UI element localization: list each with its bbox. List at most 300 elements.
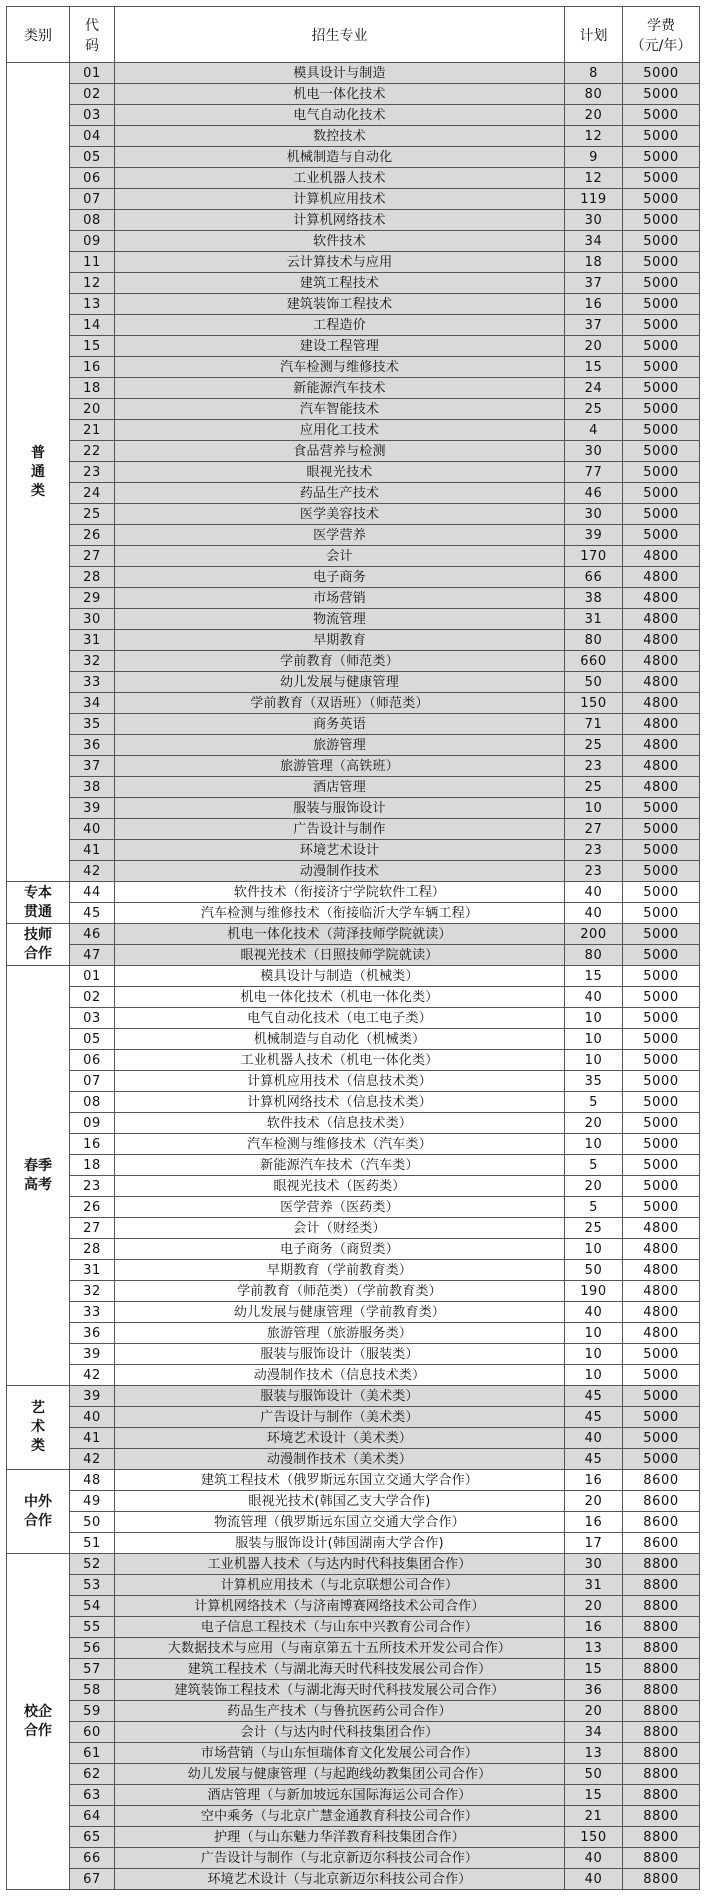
table-row bbox=[7, 798, 700, 819]
code-cell: 07 bbox=[70, 1071, 115, 1092]
major-cell: 机械制造与自动化（机械类） bbox=[115, 1029, 565, 1050]
table-row bbox=[7, 63, 700, 84]
major-cell: 市场营销（与山东恒瑞体育文化发展公司合作） bbox=[115, 1743, 565, 1764]
code-cell: 40 bbox=[70, 1407, 115, 1428]
major-cell: 广告设计与制作 bbox=[115, 819, 565, 840]
fee-cell: 4800 bbox=[623, 1302, 700, 1323]
plan-cell: 5 bbox=[565, 1197, 623, 1218]
major-cell: 会计 bbox=[115, 546, 565, 567]
enrollment-plan-table bbox=[6, 6, 700, 1890]
table-row bbox=[7, 1638, 700, 1659]
category-cell bbox=[7, 1470, 70, 1554]
table-row bbox=[7, 1260, 700, 1281]
plan-cell: 50 bbox=[565, 1260, 623, 1281]
table-row bbox=[7, 420, 700, 441]
category-label: 普 通 类 bbox=[31, 444, 45, 499]
fee-cell: 8800 bbox=[623, 1827, 700, 1848]
fee-cell: 8800 bbox=[623, 1743, 700, 1764]
major-cell: 会计（与达内时代科技集团合作） bbox=[115, 1722, 565, 1743]
code-cell: 26 bbox=[70, 525, 115, 546]
major-cell: 旅游管理（旅游服务类） bbox=[115, 1323, 565, 1344]
major-cell: 旅游管理 bbox=[115, 735, 565, 756]
plan-cell: 20 bbox=[565, 336, 623, 357]
plan-cell: 660 bbox=[565, 651, 623, 672]
fee-cell: 4800 bbox=[623, 756, 700, 777]
code-cell: 26 bbox=[70, 1197, 115, 1218]
fee-cell: 5000 bbox=[623, 147, 700, 168]
fee-cell: 5000 bbox=[623, 1155, 700, 1176]
plan-cell: 20 bbox=[565, 1113, 623, 1134]
code-cell: 04 bbox=[70, 126, 115, 147]
table-row bbox=[7, 588, 700, 609]
fee-cell: 8800 bbox=[623, 1785, 700, 1806]
fee-cell: 4800 bbox=[623, 1239, 700, 1260]
code-cell: 21 bbox=[70, 420, 115, 441]
major-cell: 工业机器人技术（机电一体化类） bbox=[115, 1050, 565, 1071]
code-cell: 12 bbox=[70, 273, 115, 294]
fee-cell: 5000 bbox=[623, 378, 700, 399]
header-fee bbox=[623, 7, 700, 63]
table-row bbox=[7, 546, 700, 567]
fee-cell: 8600 bbox=[623, 1533, 700, 1554]
major-cell: 动漫制作技术 bbox=[115, 861, 565, 882]
plan-cell: 13 bbox=[565, 1638, 623, 1659]
table-row bbox=[7, 1428, 700, 1449]
fee-cell: 5000 bbox=[623, 441, 700, 462]
major-cell: 酒店管理 bbox=[115, 777, 565, 798]
fee-cell: 4800 bbox=[623, 693, 700, 714]
table-row bbox=[7, 567, 700, 588]
code-cell: 05 bbox=[70, 147, 115, 168]
major-cell: 旅游管理（高铁班） bbox=[115, 756, 565, 777]
major-cell: 早期教育（学前教育类） bbox=[115, 1260, 565, 1281]
code-cell: 28 bbox=[70, 1239, 115, 1260]
plan-cell: 190 bbox=[565, 1281, 623, 1302]
major-cell: 汽车智能技术 bbox=[115, 399, 565, 420]
plan-cell: 18 bbox=[565, 252, 623, 273]
plan-cell: 40 bbox=[565, 1848, 623, 1869]
plan-cell: 12 bbox=[565, 126, 623, 147]
code-cell: 36 bbox=[70, 1323, 115, 1344]
code-cell: 30 bbox=[70, 609, 115, 630]
code-cell: 62 bbox=[70, 1764, 115, 1785]
table-row bbox=[7, 735, 700, 756]
code-cell: 67 bbox=[70, 1869, 115, 1890]
table-row bbox=[7, 1743, 700, 1764]
table-row bbox=[7, 1533, 700, 1554]
plan-cell: 38 bbox=[565, 588, 623, 609]
table-header bbox=[7, 7, 700, 63]
table-row bbox=[7, 756, 700, 777]
table-row bbox=[7, 714, 700, 735]
table-row bbox=[7, 1806, 700, 1827]
major-cell: 新能源汽车技术（汽车类） bbox=[115, 1155, 565, 1176]
plan-cell: 45 bbox=[565, 1386, 623, 1407]
plan-cell: 71 bbox=[565, 714, 623, 735]
table-row bbox=[7, 966, 700, 987]
code-cell: 32 bbox=[70, 651, 115, 672]
code-cell: 31 bbox=[70, 1260, 115, 1281]
table-row bbox=[7, 1239, 700, 1260]
plan-cell: 15 bbox=[565, 966, 623, 987]
category-cell bbox=[7, 882, 70, 924]
major-cell: 建筑工程技术（俄罗斯远东国立交通大学合作） bbox=[115, 1470, 565, 1491]
fee-cell: 5000 bbox=[623, 1449, 700, 1470]
code-cell: 13 bbox=[70, 294, 115, 315]
major-cell: 电子信息工程技术（与山东中兴教育公司合作） bbox=[115, 1617, 565, 1638]
major-cell: 药品生产技术 bbox=[115, 483, 565, 504]
major-cell: 软件技术（信息技术类） bbox=[115, 1113, 565, 1134]
table-row bbox=[7, 147, 700, 168]
major-cell: 眼视光技术(韩国乙支大学合作) bbox=[115, 1491, 565, 1512]
table-row bbox=[7, 777, 700, 798]
plan-cell: 35 bbox=[565, 1071, 623, 1092]
code-cell: 39 bbox=[70, 798, 115, 819]
major-cell: 汽车检测与维修技术 bbox=[115, 357, 565, 378]
code-cell: 32 bbox=[70, 1281, 115, 1302]
table-row bbox=[7, 1281, 700, 1302]
fee-cell: 4800 bbox=[623, 777, 700, 798]
table-row bbox=[7, 294, 700, 315]
code-cell: 42 bbox=[70, 1365, 115, 1386]
table-row bbox=[7, 672, 700, 693]
code-cell: 41 bbox=[70, 840, 115, 861]
table-row bbox=[7, 1155, 700, 1176]
plan-cell: 34 bbox=[565, 231, 623, 252]
table-row bbox=[7, 273, 700, 294]
table-row bbox=[7, 1617, 700, 1638]
major-cell: 眼视光技术（日照技师学院就读） bbox=[115, 945, 565, 966]
table-row bbox=[7, 1365, 700, 1386]
plan-cell: 39 bbox=[565, 525, 623, 546]
code-cell: 22 bbox=[70, 441, 115, 462]
code-cell: 33 bbox=[70, 1302, 115, 1323]
fee-cell: 8800 bbox=[623, 1680, 700, 1701]
major-cell: 环境艺术设计 bbox=[115, 840, 565, 861]
fee-cell: 4800 bbox=[623, 546, 700, 567]
fee-cell: 4800 bbox=[623, 1218, 700, 1239]
fee-cell: 5000 bbox=[623, 945, 700, 966]
code-cell: 55 bbox=[70, 1617, 115, 1638]
major-cell: 学前教育（师范类） bbox=[115, 651, 565, 672]
table-row bbox=[7, 525, 700, 546]
plan-cell: 119 bbox=[565, 189, 623, 210]
fee-cell: 8800 bbox=[623, 1764, 700, 1785]
major-cell: 计算机网络技术 bbox=[115, 210, 565, 231]
fee-cell: 5000 bbox=[623, 819, 700, 840]
major-cell: 数控技术 bbox=[115, 126, 565, 147]
plan-cell: 30 bbox=[565, 210, 623, 231]
code-cell: 40 bbox=[70, 819, 115, 840]
table-row bbox=[7, 483, 700, 504]
code-cell: 16 bbox=[70, 1134, 115, 1155]
fee-cell: 5000 bbox=[623, 1029, 700, 1050]
major-cell: 幼儿发展与健康管理（学前教育类） bbox=[115, 1302, 565, 1323]
header-code-line2: 码 bbox=[85, 37, 99, 54]
major-cell: 汽车检测与维修技术（汽车类） bbox=[115, 1134, 565, 1155]
code-cell: 46 bbox=[70, 924, 115, 945]
code-cell: 39 bbox=[70, 1344, 115, 1365]
major-cell: 眼视光技术（医药类） bbox=[115, 1176, 565, 1197]
table-row bbox=[7, 1491, 700, 1512]
code-cell: 38 bbox=[70, 777, 115, 798]
fee-cell: 5000 bbox=[623, 924, 700, 945]
plan-cell: 10 bbox=[565, 1050, 623, 1071]
code-cell: 14 bbox=[70, 315, 115, 336]
fee-cell: 5000 bbox=[623, 1092, 700, 1113]
code-cell: 65 bbox=[70, 1827, 115, 1848]
table-row bbox=[7, 1029, 700, 1050]
table-row bbox=[7, 357, 700, 378]
table-row bbox=[7, 945, 700, 966]
code-cell: 53 bbox=[70, 1575, 115, 1596]
fee-cell: 8800 bbox=[623, 1722, 700, 1743]
plan-cell: 150 bbox=[565, 693, 623, 714]
fee-cell: 8800 bbox=[623, 1701, 700, 1722]
plan-cell: 31 bbox=[565, 609, 623, 630]
fee-cell: 5000 bbox=[623, 168, 700, 189]
table-row bbox=[7, 1785, 700, 1806]
fee-cell: 5000 bbox=[623, 504, 700, 525]
fee-cell: 5000 bbox=[623, 861, 700, 882]
table-row bbox=[7, 1470, 700, 1491]
table-row bbox=[7, 315, 700, 336]
fee-cell: 5000 bbox=[623, 1386, 700, 1407]
table-row bbox=[7, 1134, 700, 1155]
table-row bbox=[7, 1848, 700, 1869]
major-cell: 建筑装饰工程技术 bbox=[115, 294, 565, 315]
plan-cell: 34 bbox=[565, 1722, 623, 1743]
code-cell: 28 bbox=[70, 567, 115, 588]
category-cell bbox=[7, 924, 70, 966]
code-cell: 41 bbox=[70, 1428, 115, 1449]
fee-cell: 8800 bbox=[623, 1848, 700, 1869]
fee-cell: 5000 bbox=[623, 294, 700, 315]
code-cell: 03 bbox=[70, 105, 115, 126]
table-row bbox=[7, 1407, 700, 1428]
fee-cell: 5000 bbox=[623, 1365, 700, 1386]
fee-cell: 5000 bbox=[623, 483, 700, 504]
code-cell: 48 bbox=[70, 1470, 115, 1491]
fee-cell: 8800 bbox=[623, 1806, 700, 1827]
plan-cell: 9 bbox=[565, 147, 623, 168]
fee-cell: 5000 bbox=[623, 1197, 700, 1218]
table-row bbox=[7, 1323, 700, 1344]
fee-cell: 5000 bbox=[623, 1428, 700, 1449]
category-label: 春季 高考 bbox=[24, 1157, 52, 1193]
table-row bbox=[7, 399, 700, 420]
major-cell: 医学营养（医药类） bbox=[115, 1197, 565, 1218]
fee-cell: 4800 bbox=[623, 651, 700, 672]
plan-cell: 20 bbox=[565, 1176, 623, 1197]
major-cell: 物流管理（俄罗斯远东国立交通大学合作） bbox=[115, 1512, 565, 1533]
fee-cell: 5000 bbox=[623, 1134, 700, 1155]
table-row bbox=[7, 1869, 700, 1890]
plan-cell: 16 bbox=[565, 1470, 623, 1491]
major-cell: 计算机网络技术（信息技术类） bbox=[115, 1092, 565, 1113]
code-cell: 56 bbox=[70, 1638, 115, 1659]
fee-cell: 8800 bbox=[623, 1659, 700, 1680]
plan-cell: 80 bbox=[565, 945, 623, 966]
plan-cell: 40 bbox=[565, 1302, 623, 1323]
code-cell: 52 bbox=[70, 1554, 115, 1575]
code-cell: 25 bbox=[70, 504, 115, 525]
fee-cell: 8800 bbox=[623, 1575, 700, 1596]
table-row bbox=[7, 1512, 700, 1533]
table-row bbox=[7, 693, 700, 714]
major-cell: 护理（与山东魅力华洋教育科技集团合作） bbox=[115, 1827, 565, 1848]
code-cell: 66 bbox=[70, 1848, 115, 1869]
code-cell: 57 bbox=[70, 1659, 115, 1680]
code-cell: 44 bbox=[70, 882, 115, 903]
plan-cell: 46 bbox=[565, 483, 623, 504]
table-row bbox=[7, 1008, 700, 1029]
plan-cell: 37 bbox=[565, 273, 623, 294]
fee-cell: 5000 bbox=[623, 1113, 700, 1134]
category-cell bbox=[7, 63, 70, 882]
table-row bbox=[7, 1050, 700, 1071]
major-cell: 动漫制作技术（信息技术类） bbox=[115, 1365, 565, 1386]
major-cell: 建筑工程技术（与湖北海天时代科技发展公司合作） bbox=[115, 1659, 565, 1680]
table-row bbox=[7, 210, 700, 231]
code-cell: 59 bbox=[70, 1701, 115, 1722]
plan-cell: 40 bbox=[565, 1428, 623, 1449]
fee-cell: 4800 bbox=[623, 1323, 700, 1344]
plan-cell: 15 bbox=[565, 357, 623, 378]
plan-cell: 150 bbox=[565, 1827, 623, 1848]
table-row bbox=[7, 105, 700, 126]
table-row bbox=[7, 189, 700, 210]
code-cell: 05 bbox=[70, 1029, 115, 1050]
table-row bbox=[7, 1827, 700, 1848]
fee-cell: 5000 bbox=[623, 315, 700, 336]
header-code-line1: 代 bbox=[85, 17, 99, 34]
code-cell: 27 bbox=[70, 1218, 115, 1239]
fee-cell: 4800 bbox=[623, 609, 700, 630]
header-code bbox=[70, 7, 115, 63]
table-row bbox=[7, 462, 700, 483]
fee-cell: 4800 bbox=[623, 735, 700, 756]
code-cell: 36 bbox=[70, 735, 115, 756]
major-cell: 计算机应用技术（信息技术类） bbox=[115, 1071, 565, 1092]
table-row bbox=[7, 1596, 700, 1617]
fee-cell: 5000 bbox=[623, 273, 700, 294]
major-cell: 新能源汽车技术 bbox=[115, 378, 565, 399]
code-cell: 58 bbox=[70, 1680, 115, 1701]
fee-cell: 4800 bbox=[623, 714, 700, 735]
fee-cell: 5000 bbox=[623, 798, 700, 819]
code-cell: 18 bbox=[70, 378, 115, 399]
code-cell: 60 bbox=[70, 1722, 115, 1743]
fee-cell: 4800 bbox=[623, 588, 700, 609]
code-cell: 03 bbox=[70, 1008, 115, 1029]
fee-cell: 8800 bbox=[623, 1554, 700, 1575]
fee-cell: 5000 bbox=[623, 1176, 700, 1197]
table-row bbox=[7, 1680, 700, 1701]
plan-cell: 80 bbox=[565, 84, 623, 105]
code-cell: 27 bbox=[70, 546, 115, 567]
plan-cell: 24 bbox=[565, 378, 623, 399]
major-cell: 计算机应用技术（与北京联想公司合作） bbox=[115, 1575, 565, 1596]
fee-cell: 5000 bbox=[623, 525, 700, 546]
code-cell: 01 bbox=[70, 63, 115, 84]
major-cell: 药品生产技术（与鲁抗医药公司合作） bbox=[115, 1701, 565, 1722]
fee-cell: 5000 bbox=[623, 336, 700, 357]
plan-cell: 15 bbox=[565, 1659, 623, 1680]
category-cell bbox=[7, 1386, 70, 1470]
plan-cell: 200 bbox=[565, 924, 623, 945]
plan-cell: 13 bbox=[565, 1743, 623, 1764]
code-cell: 02 bbox=[70, 987, 115, 1008]
code-cell: 01 bbox=[70, 966, 115, 987]
fee-cell: 5000 bbox=[623, 126, 700, 147]
major-cell: 服装与服饰设计（美术类） bbox=[115, 1386, 565, 1407]
category-label: 技师 合作 bbox=[24, 926, 52, 962]
table-row bbox=[7, 1386, 700, 1407]
table-row bbox=[7, 1659, 700, 1680]
table-row bbox=[7, 252, 700, 273]
code-cell: 61 bbox=[70, 1743, 115, 1764]
fee-cell: 5000 bbox=[623, 105, 700, 126]
plan-cell: 31 bbox=[565, 1575, 623, 1596]
table-row bbox=[7, 231, 700, 252]
plan-cell: 50 bbox=[565, 672, 623, 693]
fee-cell: 5000 bbox=[623, 1407, 700, 1428]
table-row bbox=[7, 84, 700, 105]
header-fee-line1: 学费 bbox=[647, 17, 675, 34]
major-cell: 幼儿发展与健康管理（与起跑线幼教集团公司合作） bbox=[115, 1764, 565, 1785]
code-cell: 11 bbox=[70, 252, 115, 273]
plan-cell: 23 bbox=[565, 840, 623, 861]
plan-cell: 40 bbox=[565, 882, 623, 903]
table-row bbox=[7, 1071, 700, 1092]
table-row bbox=[7, 1449, 700, 1470]
code-cell: 50 bbox=[70, 1512, 115, 1533]
plan-cell: 10 bbox=[565, 1029, 623, 1050]
major-cell: 学前教育（师范类）（学前教育类） bbox=[115, 1281, 565, 1302]
fee-cell: 4800 bbox=[623, 567, 700, 588]
table-row bbox=[7, 987, 700, 1008]
fee-cell: 5000 bbox=[623, 840, 700, 861]
table-row bbox=[7, 882, 700, 903]
category-label: 专本 贯通 bbox=[24, 884, 52, 920]
plan-cell: 77 bbox=[565, 462, 623, 483]
table-row bbox=[7, 1113, 700, 1134]
plan-cell: 37 bbox=[565, 315, 623, 336]
table-row bbox=[7, 504, 700, 525]
major-cell: 空中乘务（与北京广慧金通教育科技公司合作） bbox=[115, 1806, 565, 1827]
fee-cell: 8800 bbox=[623, 1869, 700, 1890]
major-cell: 广告设计与制作（与北京新迈尔科技公司合作） bbox=[115, 1848, 565, 1869]
fee-cell: 5000 bbox=[623, 882, 700, 903]
header-major: 招生专业 bbox=[115, 7, 565, 63]
plan-cell: 10 bbox=[565, 1134, 623, 1155]
fee-cell: 8800 bbox=[623, 1596, 700, 1617]
table-row bbox=[7, 1344, 700, 1365]
plan-cell: 30 bbox=[565, 504, 623, 525]
header-row bbox=[7, 7, 700, 63]
plan-cell: 30 bbox=[565, 441, 623, 462]
plan-cell: 30 bbox=[565, 1554, 623, 1575]
code-cell: 15 bbox=[70, 336, 115, 357]
plan-cell: 80 bbox=[565, 630, 623, 651]
plan-cell: 10 bbox=[565, 1365, 623, 1386]
major-cell: 服装与服饰设计(韩国湖南大学合作) bbox=[115, 1533, 565, 1554]
fee-cell: 8800 bbox=[623, 1617, 700, 1638]
code-cell: 08 bbox=[70, 210, 115, 231]
code-cell: 09 bbox=[70, 231, 115, 252]
major-cell: 电气自动化技术（电工电子类） bbox=[115, 1008, 565, 1029]
